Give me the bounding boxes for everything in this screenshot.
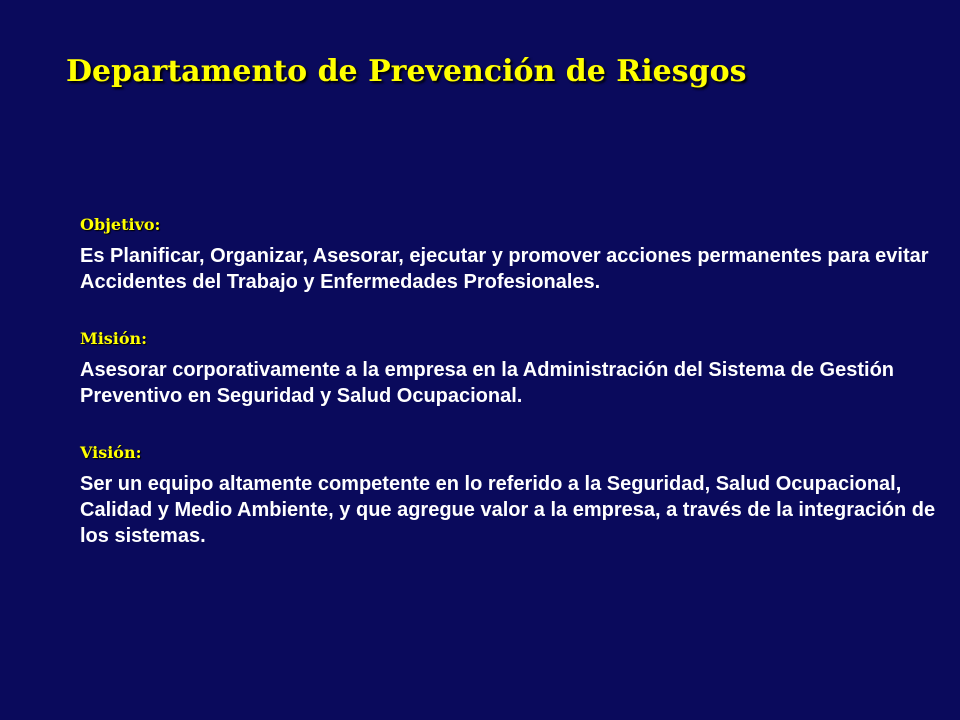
section-mision: [80, 327, 940, 409]
mision-text: Asesorar corporativamente a la empresa en la Administración del Sistema de Gestión Preventivo en Seguridad y Salud Ocupacional.: [80, 359, 895, 407]
objetivo-heading: Objetivo:: [80, 215, 161, 234]
section-objetivo: [80, 213, 940, 295]
vision-heading: Visión:: [80, 443, 142, 462]
mision-heading: Misión:: [80, 329, 148, 348]
vision-text: Ser un equipo altamente competente en lo referido a la Seguridad, Salud Ocupacional, Calidad y Medio Ambiente, y que agregue valor a la empresa, a través de la integración de los sistemas.: [80, 473, 936, 547]
slide-title: Departamento de Prevención de Riesgos: [66, 54, 747, 89]
slide-content: [80, 213, 940, 581]
objetivo-text: Es Planificar, Organizar, Asesorar, ejecutar y promover acciones permanentes para evitar Accidentes del Trabajo y Enfermedades Profesionales.: [80, 245, 929, 293]
section-vision: [80, 441, 940, 549]
